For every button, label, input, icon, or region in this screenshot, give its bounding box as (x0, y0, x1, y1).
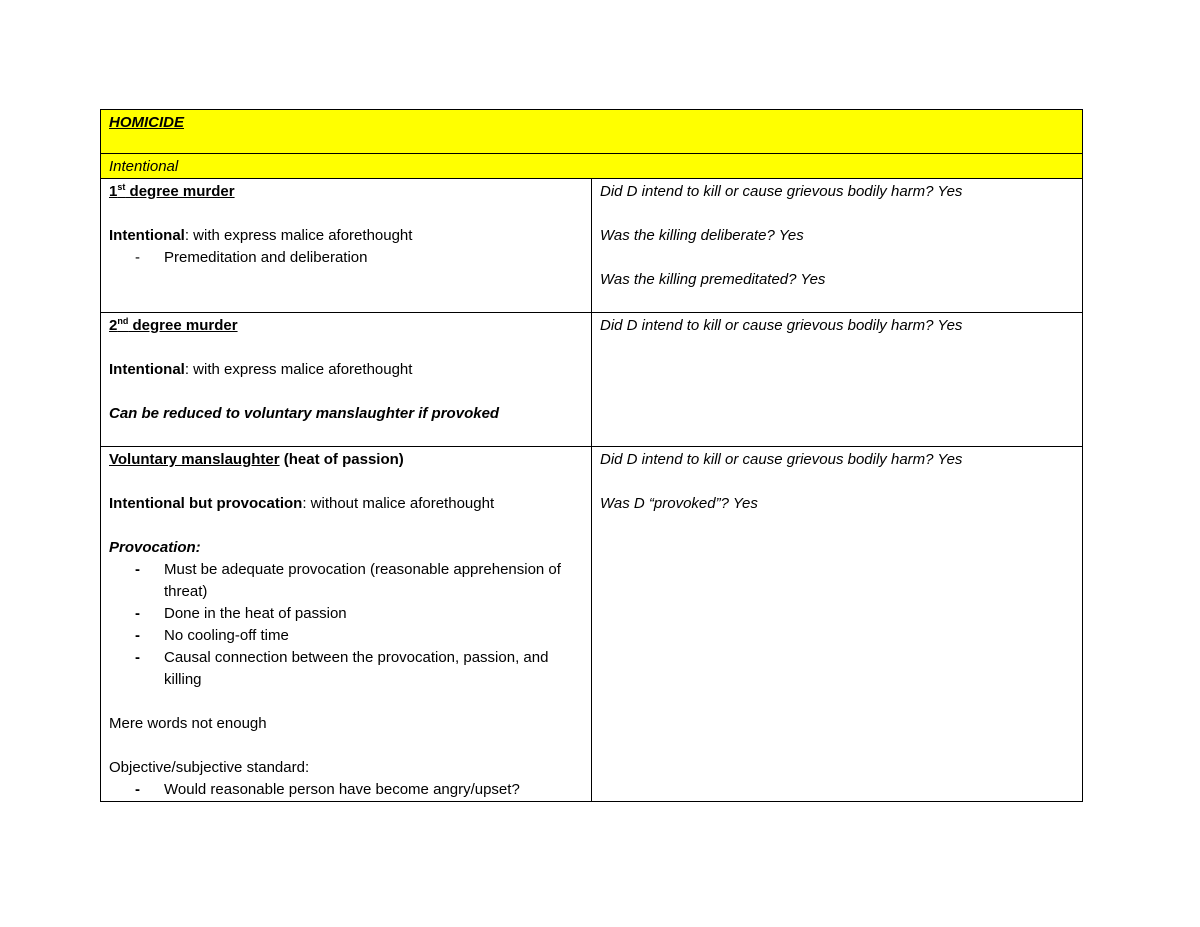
second-degree-right-cell (592, 313, 1083, 447)
table-row-second-degree (101, 313, 1083, 447)
first-degree-right-cell (592, 179, 1083, 313)
title-cell (101, 110, 1083, 154)
table-subtitle: Intentional (109, 158, 179, 175)
subtitle-cell (101, 154, 1083, 179)
list-item: - Premeditation and deliberation (135, 249, 368, 266)
question-text: Was D “provoked”? Yes (600, 495, 758, 512)
question-text: Did D intend to kill or cause grievous bodily harm? Yes (600, 183, 963, 200)
list-item: - Done in the heat of passion (135, 605, 347, 622)
first-degree-intent: Intentional: with express malice aforethought (109, 227, 413, 244)
question-text: Did D intend to kill or cause grievous bodily harm? Yes (600, 317, 963, 334)
first-degree-bullets (109, 247, 583, 269)
manslaughter-heading: Voluntary manslaughter (heat of passion) (109, 451, 404, 468)
standard-bullets (109, 779, 583, 801)
provocation-bullets (109, 559, 583, 691)
list-item: - Must be adequate provocation (reasonable apprehension of threat) (135, 561, 561, 600)
question-text: Did D intend to kill or cause grievous bodily harm? Yes (600, 451, 963, 468)
second-degree-note: Can be reduced to voluntary manslaughter if provoked (109, 405, 500, 422)
homicide-table (100, 109, 1083, 802)
manslaughter-right-cell (592, 447, 1083, 802)
second-degree-intent: Intentional: with express malice aforethought (109, 361, 413, 378)
first-degree-left-cell (101, 179, 592, 313)
manslaughter-left-cell (101, 447, 592, 802)
table-title: HOMICIDE (109, 114, 184, 131)
table-row-first-degree (101, 179, 1083, 313)
list-item: - No cooling-off time (135, 627, 289, 644)
second-degree-left-cell (101, 313, 592, 447)
list-item: - Causal connection between the provocation, passion, and killing (135, 649, 549, 688)
standard-label: Objective/subjective standard: (109, 759, 310, 776)
mere-words-text: Mere words not enough (109, 715, 267, 732)
manslaughter-intent: Intentional but provocation: without malice aforethought (109, 495, 495, 512)
question-text: Was the killing deliberate? Yes (600, 227, 804, 244)
first-degree-heading: 1st degree murder (109, 182, 235, 200)
table-row-voluntary-manslaughter (101, 447, 1083, 802)
second-degree-heading: 2nd degree murder (109, 316, 238, 334)
provocation-label: Provocation: (109, 539, 201, 556)
question-text: Was the killing premeditated? Yes (600, 271, 826, 288)
list-item: - Would reasonable person have become angry/upset? (135, 781, 520, 798)
